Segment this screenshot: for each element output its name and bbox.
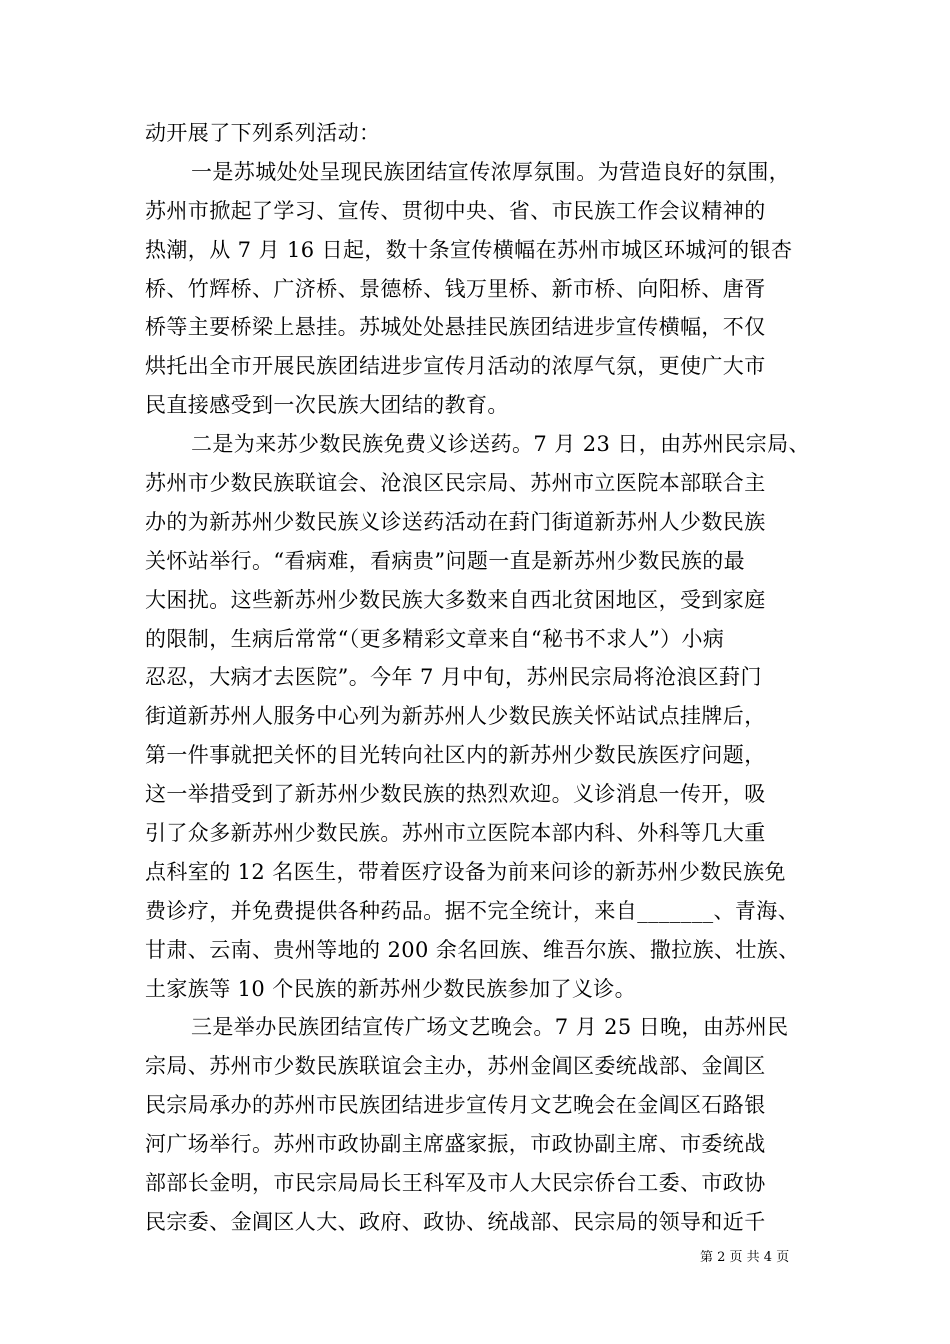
text-line: 费诊疗，并免费提供各种药品。据不完全统计，来自_______、青海、	[145, 898, 800, 923]
text-line: 关怀站举行。“看病难，看病贵”问题一直是新苏州少数民族的最	[145, 548, 746, 573]
text-line: 街道新苏州人服务中心列为新苏州人少数民族关怀站试点挂牌后，	[145, 704, 766, 729]
text-line: 民宗局承办的苏州市民族团结进步宣传月文艺晚会在金阊区石路银	[145, 1093, 766, 1118]
text-line: 部部长金明，市民宗局局长王科军及市人大民宗侨台工委、市政协	[145, 1171, 766, 1196]
text-line: 河广场举行。苏州市政协副主席盛家振，市政协副主席、市委统战	[145, 1132, 766, 1157]
text-line: 甘肃、云南、贵州等地的 200 余名回族、维吾尔族、撒拉族、壮族、	[145, 937, 800, 962]
text-line: 办的为新苏州少数民族义诊送药活动在葑门街道新苏州人少数民族	[145, 509, 766, 534]
text-line: 烘托出全市开展民族团结进步宣传月活动的浓厚气氛，更使广大市	[145, 354, 766, 379]
text-line: 苏州市掀起了学习、宣传、贯彻中央、省、市民族工作会议精神的	[145, 198, 766, 223]
paragraph-1-first-line: 一是苏城处处呈现民族团结宣传浓厚氛围。为营造良好的氛围，	[191, 159, 791, 184]
text-line: 动开展了下列系列活动：	[145, 121, 381, 145]
document-body	[145, 114, 825, 1242]
text-line: 桥、竹辉桥、广济桥、景德桥、钱万里桥、新市桥、向阳桥、唐胥	[145, 276, 766, 301]
text-line: 桥等主要桥梁上悬挂。苏城处处悬挂民族团结进步宣传横幅，不仅	[145, 315, 766, 340]
text-line: 引了众多新苏州少数民族。苏州市立医院本部内科、外科等几大重	[145, 821, 766, 846]
text-line: 忍忍，大病才去医院”。今年 7 月中旬，苏州民宗局将沧浪区葑门	[145, 665, 762, 690]
text-line: 的限制，生病后常常“（更多精彩文章来自“秘书不求人”）小病	[145, 626, 725, 651]
text-line: 民直接感受到一次民族大团结的教育。	[145, 393, 509, 418]
page-number-footer: 第 2 页 共 4 页	[700, 1250, 790, 1265]
text-line: 民宗委、金阊区人大、政府、政协、统战部、民宗局的领导和近千	[145, 1209, 766, 1234]
text-line: 点科室的 12 名医生，带着医疗设备为前来问诊的新苏州少数民族免	[145, 859, 786, 884]
text-line: 宗局、苏州市少数民族联谊会主办，苏州金阊区委统战部、金阊区	[145, 1054, 766, 1079]
text-line: 第一件事就把关怀的目光转向社区内的新苏州少数民族医疗问题，	[145, 743, 766, 768]
paragraph-3-first-line: 三是举办民族团结宣传广场文艺晚会。7 月 25 日晚，由苏州民	[191, 1015, 789, 1040]
text-line: 苏州市少数民族联谊会、沧浪区民宗局、苏州市立医院本部联合主	[145, 471, 766, 496]
text-line: 土家族等 10 个民族的新苏州少数民族参加了义诊。	[145, 976, 637, 1001]
text-line: 这一举措受到了新苏州少数民族的热烈欢迎。义诊消息一传开，吸	[145, 782, 766, 807]
text-line: 热潮，从 7 月 16 日起，数十条宣传横幅在苏州市城区环城河的银杏	[145, 237, 793, 262]
paragraph-2-first-line: 二是为来苏少数民族免费义诊送药。7 月 23 日，由苏州民宗局、	[191, 432, 810, 457]
text-line: 大困扰。这些新苏州少数民族大多数来自西北贫困地区，受到家庭	[145, 587, 766, 612]
